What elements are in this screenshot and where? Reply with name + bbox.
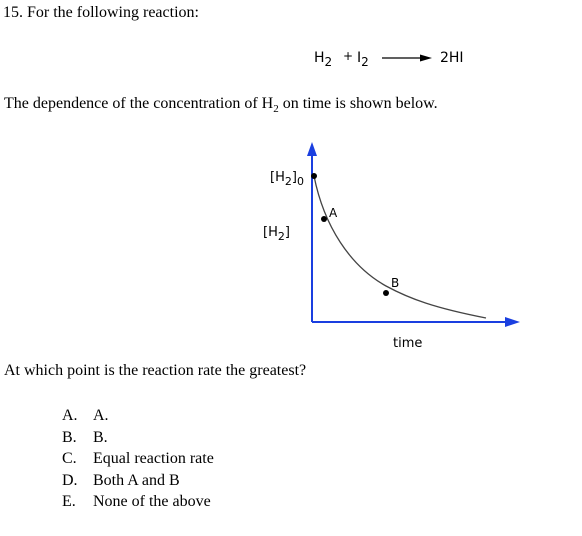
option-text: A. [93, 407, 109, 424]
y-label: $[H_2]$ [263, 225, 290, 243]
y-label-initial: $[H_2]_0$ [270, 170, 304, 188]
concentration-curve [314, 176, 486, 318]
option-text: Both A and B [93, 471, 180, 489]
question-title: 15. For the following reaction: [3, 4, 199, 21]
option-d[interactable] [62, 470, 214, 492]
reactant-h2: H2 [314, 50, 333, 69]
x-axis [312, 317, 520, 327]
option-letter: D. [62, 471, 78, 489]
x-axis-label: time [393, 336, 423, 351]
point-b [383, 290, 389, 296]
reaction-equation [314, 44, 484, 70]
concentration-time-graph [250, 136, 530, 356]
product-2hi: 2HI [440, 50, 464, 66]
option-e[interactable] [62, 491, 214, 513]
option-c[interactable] [62, 448, 214, 470]
reactant-i2: I2 [357, 50, 369, 69]
option-letter: E. [62, 493, 76, 510]
option-letter: B. [62, 428, 77, 446]
initial-point [311, 173, 317, 179]
answer-options [62, 405, 214, 513]
point-a-label: A [329, 206, 338, 220]
question-prompt: At which point is the reaction rate the greatest? [4, 362, 307, 379]
option-letter: C. [62, 450, 77, 467]
reaction-arrow [382, 55, 432, 62]
option-text: B. [93, 428, 108, 446]
option-a[interactable] [62, 405, 214, 427]
dependence-statement: The dependence of the concentration of $H_2$ on time is shown below. [4, 95, 438, 116]
point-b-label: B [391, 276, 400, 290]
y-axis [307, 142, 317, 322]
option-b[interactable] [62, 427, 214, 449]
option-text: Equal reaction rate [93, 450, 214, 467]
option-letter: A. [62, 407, 78, 424]
plus-sign: + [343, 49, 354, 63]
option-text: None of the above [93, 493, 211, 510]
point-a [321, 216, 327, 222]
